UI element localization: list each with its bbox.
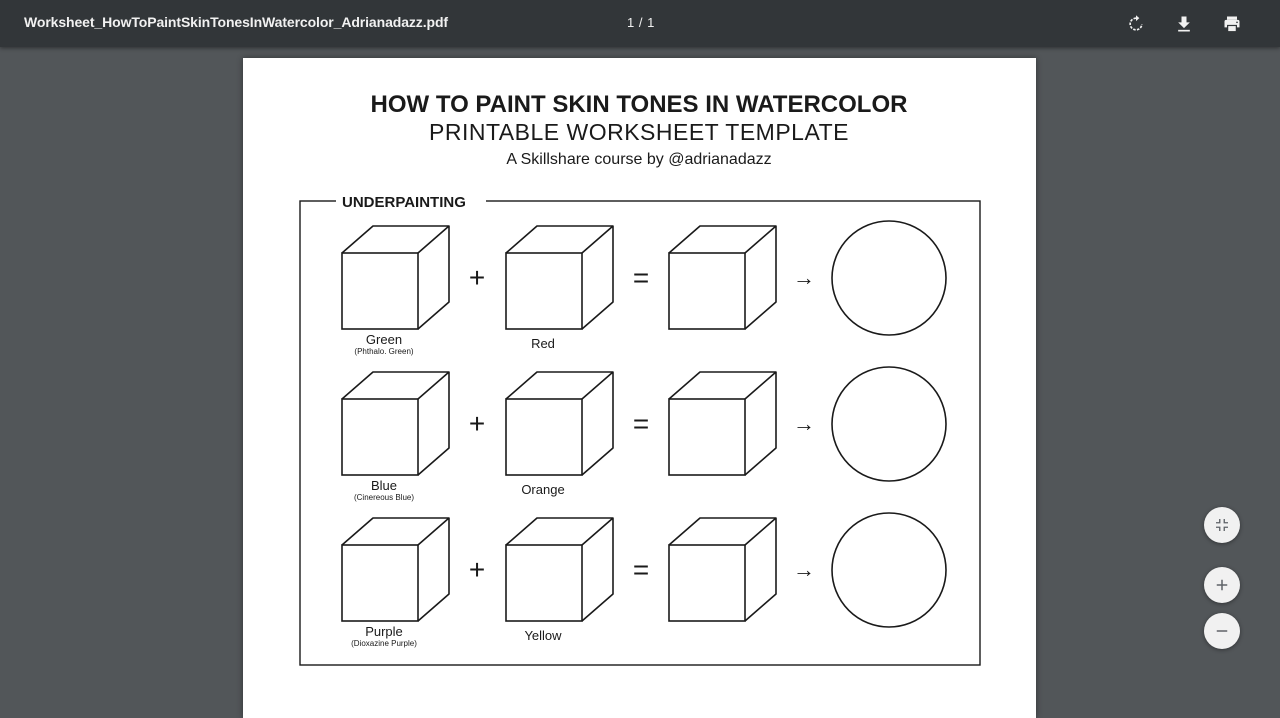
plus-sign: + (468, 408, 486, 439)
paint-swatch-cube-1 (342, 372, 449, 475)
mixed-swatch-cube (669, 226, 776, 329)
paint-swatch-cube-2 (506, 372, 613, 475)
plus-sign: + (468, 262, 486, 293)
section-label: UNDERPAINTING (342, 194, 466, 211)
zoom-out-icon (1213, 622, 1231, 640)
equals-sign: = (632, 554, 650, 585)
worksheet-byline: A Skillshare course by @adrianadazz (506, 151, 772, 168)
zoom-in-button[interactable] (1204, 567, 1240, 603)
paint-swatch-cube-2 (506, 226, 613, 329)
paint-swatch-cube-2 (506, 518, 613, 621)
color-1-label: Purple (365, 624, 403, 639)
page-counter: 1 / 1 (627, 15, 655, 30)
paint-swatch-cube-1 (342, 518, 449, 621)
zoom-in-icon (1213, 576, 1231, 594)
color-2-label: Orange (521, 482, 565, 497)
result-circle (832, 221, 946, 335)
worksheet-subtitle: PRINTABLE WORKSHEET TEMPLATE (429, 119, 849, 145)
pdf-page (243, 58, 1036, 718)
rotate-icon (1126, 14, 1146, 34)
arrow-icon: → (793, 411, 815, 436)
fit-page-icon (1213, 516, 1231, 534)
color-1-label: Blue (370, 478, 398, 493)
mixing-row (342, 513, 946, 648)
color-1-detail: (Cinereous Blue) (353, 493, 415, 502)
worksheet-canvas (243, 58, 1036, 718)
color-2-label: Red (531, 336, 555, 351)
color-1-detail: (Dioxazine Purple) (351, 639, 417, 648)
mixing-rows (342, 221, 946, 648)
print-button[interactable] (1218, 10, 1246, 38)
worksheet-title: HOW TO PAINT SKIN TONES IN WATERCOLOR (370, 91, 908, 118)
mixed-swatch-cube (669, 372, 776, 475)
equals-sign: = (632, 408, 650, 439)
mixing-row (342, 367, 946, 502)
mixing-row (342, 221, 946, 356)
file-name: Worksheet_HowToPaintSkinTonesInWatercolor_Adrianadazz.pdf (24, 14, 448, 30)
color-1-label: Green (365, 332, 403, 347)
pdf-toolbar (0, 0, 1280, 47)
rotate-button[interactable] (1122, 10, 1150, 38)
color-2-label: Yellow (524, 628, 562, 643)
plus-sign: + (468, 554, 486, 585)
result-circle (832, 513, 946, 627)
color-1-detail: (Phthalo. Green) (354, 347, 414, 356)
paint-swatch-cube-1 (342, 226, 449, 329)
equals-sign: = (632, 262, 650, 293)
print-icon (1222, 14, 1242, 34)
arrow-icon: → (793, 265, 815, 290)
fit-to-page-button[interactable] (1204, 507, 1240, 543)
zoom-out-button[interactable] (1204, 613, 1240, 649)
arrow-icon: → (793, 557, 815, 582)
download-icon (1174, 14, 1194, 34)
download-button[interactable] (1170, 10, 1198, 38)
result-circle (832, 367, 946, 481)
mixed-swatch-cube (669, 518, 776, 621)
